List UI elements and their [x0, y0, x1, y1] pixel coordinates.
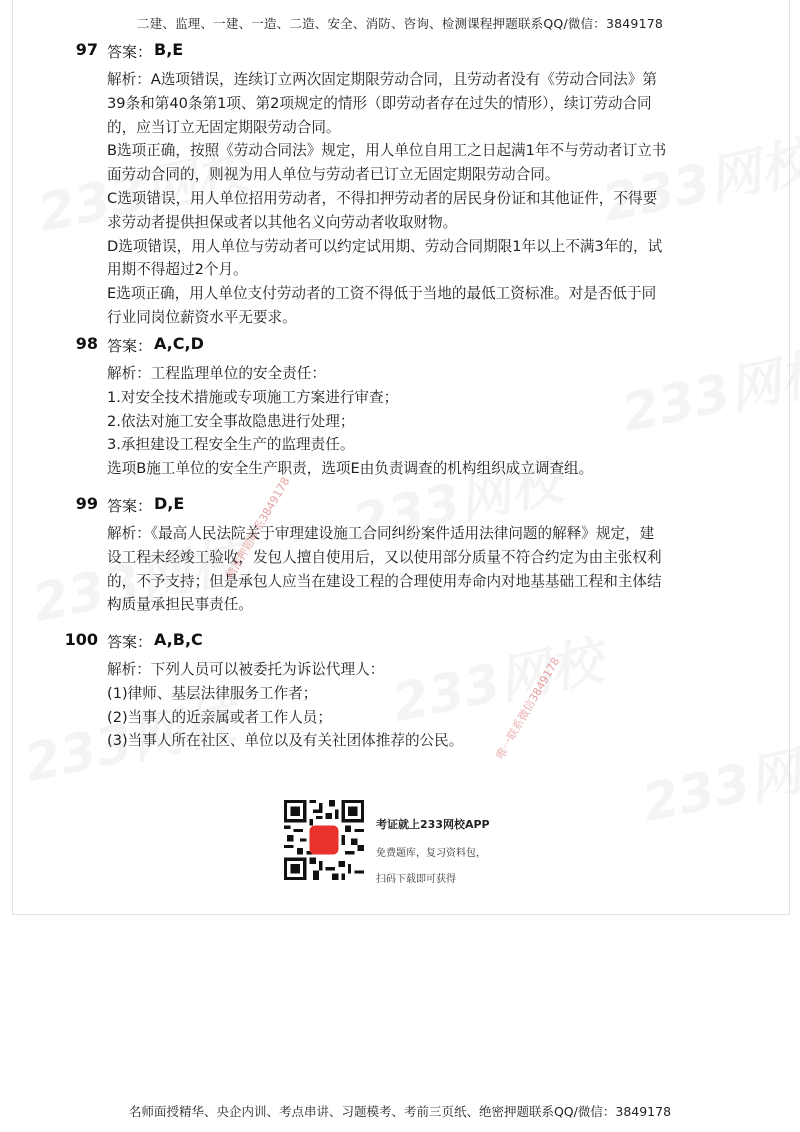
explanation-line: 行业同岗位薪资水平无要求。 — [107, 308, 297, 326]
answer-value: A,B,C — [154, 630, 203, 649]
qr-code-icon[interactable] — [284, 800, 364, 880]
explanation-line: B选项正确，按照《劳动合同法》规定，用人单位自用工之日起满1年不与劳动者订立书 — [107, 142, 667, 160]
explanation — [107, 522, 739, 617]
explanation-line: 解析：工程监理单位的安全责任： — [107, 365, 326, 382]
page-footer: 名师面授精华、央企内训、考点串讲、习题模考、考前三页纸、绝密押题联系QQ/微信：3849178 — [128, 1104, 672, 1119]
app-promo — [284, 800, 584, 886]
explanation — [107, 658, 739, 753]
explanation-line: E选项正确，用人单位支付劳动者的工资不得低于当地的最低工资标准。对是否低于同 — [107, 285, 657, 303]
answer-value: D,E — [154, 494, 185, 513]
explanation-line: 解析：下列人员可以被委托为诉讼代理人： — [107, 661, 385, 678]
explanation-line: (2)当事人的近亲属或者工作人员； — [107, 708, 332, 726]
stamp-text: 唯一联系微信3849178 — [493, 655, 563, 762]
explanation-line: 3.承担建设工程安全生产的监理责任。 — [107, 436, 355, 454]
stamp-text: 精准押题联系3849178 — [223, 475, 293, 582]
explanation-line: (1)律师、基层法律服务工作者； — [107, 684, 318, 702]
answer-label: 答案： — [107, 43, 153, 61]
explanation-line: D选项错误，用人单位与劳动者可以约定试用期、劳动合同期限1年以上不满3年的，试 — [107, 237, 663, 255]
explanation-line: 求劳动者提供担保或者以其他名义向劳动者收取财物。 — [107, 213, 458, 231]
explanation-line: 1.对安全技术措施或专项施工方案进行审查； — [107, 388, 399, 406]
answer-value: A,C,D — [154, 334, 204, 353]
explanation-line: 构质量承担民事责任。 — [107, 596, 253, 614]
promo-line: 扫码下载即可获得 — [376, 874, 456, 885]
explanation-line: 面劳动合同的，则视为用人单位与劳动者已订立无固定期限劳动合同。 — [107, 166, 560, 184]
question-98 — [0, 334, 800, 478]
explanation — [107, 362, 739, 481]
question-97 — [0, 40, 800, 326]
question-number: 99 — [75, 494, 98, 513]
answer-label: 答案： — [107, 633, 153, 651]
explanation-line: 选项B施工单位的安全生产职责，选项E由负责调查的机构组织成立调查组。 — [107, 460, 594, 478]
explanation-line: 设工程未经竣工验收，发包人擅自使用后，又以使用部分质量不符合约定为由主张权利 — [107, 548, 662, 566]
explanation-line: 39条和第40条第1项、第2项规定的情形（即劳动者存在过失的情形），续订劳动合同 — [107, 94, 652, 112]
promo-line: 免费题库，复习资料包， — [376, 848, 486, 859]
promo-title: 考证就上233网校APP — [376, 818, 490, 831]
answer-value: B,E — [154, 40, 184, 59]
question-number: 98 — [75, 334, 98, 353]
question-number: 100 — [64, 630, 98, 649]
question-number: 97 — [75, 40, 98, 59]
explanation — [107, 68, 739, 330]
page-header: 二建、监理、一建、一造、二造、安全、消防、咨询、检测课程押题联系QQ/微信：3849178 — [136, 16, 664, 31]
explanation-line: 的，应当订立无固定期限劳动合同。 — [107, 118, 341, 136]
explanation-line: (3)当事人所在社区、单位以及有关社团体推荐的公民。 — [107, 732, 464, 750]
explanation-line: C选项错误，用人单位招用劳动者，不得扣押劳动者的居民身份证和其他证件，不得要 — [107, 189, 658, 207]
answer-label: 答案： — [107, 337, 153, 355]
explanation-line: 解析：《最高人民法院关于审理建设施工合同纠纷案件适用法律问题的解释》规定，建 — [107, 525, 655, 542]
explanation-line: 解析：A选项错误，连续订立两次固定期限劳动合同，且劳动者没有《劳动合同法》第 — [107, 71, 657, 88]
explanation-line: 用期不得超过2个月。 — [107, 261, 248, 279]
explanation-line: 2.依法对施工安全事故隐患进行处理； — [107, 412, 355, 430]
explanation-line: 的，不予支持；但是承包人应当在建设工程的合理使用寿命内对地基基础工程和主体结 — [107, 572, 662, 590]
answer-label: 答案： — [107, 497, 153, 515]
